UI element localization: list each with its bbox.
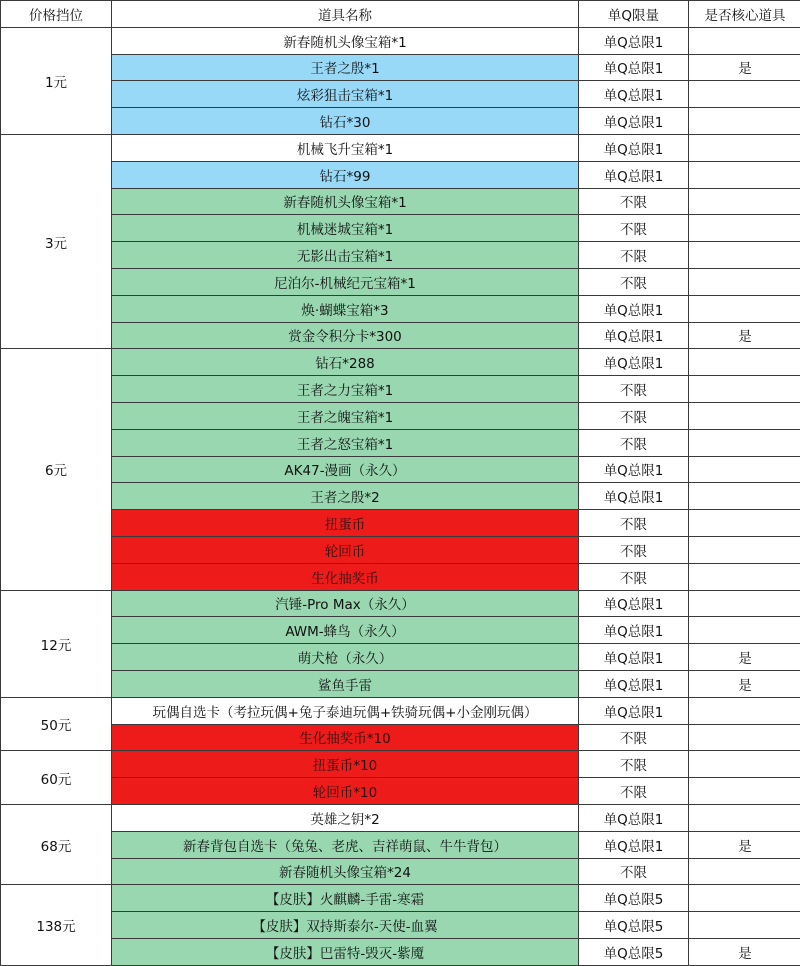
price-tier-cell: 3元 [1, 134, 112, 348]
price-tier-cell: 1元 [1, 27, 112, 134]
limit-cell: 不限 [579, 536, 689, 563]
item-name-cell: 扭蛋币 [112, 510, 579, 537]
item-name-cell: 扭蛋币*10 [112, 751, 579, 778]
item-name-cell: 炫彩狙击宝箱*1 [112, 81, 579, 108]
table-row [1, 81, 800, 108]
table-row [1, 215, 800, 242]
limit-cell: 单Q总限1 [579, 697, 689, 724]
core-item-cell: 是 [689, 644, 800, 671]
price-tier-cell: 6元 [1, 349, 112, 590]
item-name-cell: 萌犬枪（永久） [112, 644, 579, 671]
limit-cell: 单Q总限5 [579, 938, 689, 965]
limit-cell: 单Q总限1 [579, 349, 689, 376]
item-name-cell: 钻石*288 [112, 349, 579, 376]
core-item-cell [689, 536, 800, 563]
table-row [1, 617, 800, 644]
table-row [1, 804, 800, 831]
header-is-core-item: 是否核心道具 [689, 1, 800, 28]
core-item-cell [689, 108, 800, 135]
core-item-cell [689, 429, 800, 456]
item-name-cell: 新春背包自选卡（兔兔、老虎、吉祥萌鼠、牛牛背包） [112, 831, 579, 858]
core-item-cell [689, 483, 800, 510]
item-name-cell: 【皮肤】双持斯泰尔-天使-血翼 [112, 912, 579, 939]
table-row [1, 536, 800, 563]
core-item-cell [689, 858, 800, 885]
table-row [1, 402, 800, 429]
item-name-cell: 尼泊尔-机械纪元宝箱*1 [112, 268, 579, 295]
table-row [1, 751, 800, 778]
item-name-cell: 轮回币 [112, 536, 579, 563]
item-name-cell: 汽锤-Pro Max（永久） [112, 590, 579, 617]
item-name-cell: 机械飞升宝箱*1 [112, 134, 579, 161]
core-item-cell [689, 804, 800, 831]
limit-cell: 单Q总限1 [579, 644, 689, 671]
limit-cell: 不限 [579, 429, 689, 456]
table-row [1, 778, 800, 805]
item-name-cell: AK47-漫画（永久） [112, 456, 579, 483]
item-name-cell: 王者之怒宝箱*1 [112, 429, 579, 456]
item-name-cell: 【皮肤】巴雷特-毁灭-紫魇 [112, 938, 579, 965]
item-name-cell: 王者之殷*1 [112, 54, 579, 81]
table-row [1, 188, 800, 215]
limit-cell: 单Q总限1 [579, 27, 689, 54]
limit-cell: 单Q总限1 [579, 295, 689, 322]
item-name-cell: 英雄之钥*2 [112, 804, 579, 831]
limit-cell: 单Q总限1 [579, 81, 689, 108]
table-row [1, 590, 800, 617]
table-row [1, 483, 800, 510]
limit-cell: 单Q总限1 [579, 456, 689, 483]
table-row [1, 108, 800, 135]
limit-cell: 单Q总限1 [579, 617, 689, 644]
limit-cell: 不限 [579, 215, 689, 242]
core-item-cell [689, 134, 800, 161]
core-item-cell: 是 [689, 54, 800, 81]
table-body [1, 27, 800, 965]
table-row [1, 858, 800, 885]
table-row [1, 268, 800, 295]
item-name-cell: 生化抽奖币*10 [112, 724, 579, 751]
table-row [1, 938, 800, 965]
table-row [1, 161, 800, 188]
item-name-cell: 轮回币*10 [112, 778, 579, 805]
core-item-cell [689, 349, 800, 376]
core-item-cell [689, 81, 800, 108]
price-tier-cell: 50元 [1, 697, 112, 751]
core-item-cell [689, 724, 800, 751]
table-row [1, 831, 800, 858]
price-tier-cell: 68元 [1, 804, 112, 884]
table-row [1, 563, 800, 590]
price-tier-cell: 60元 [1, 751, 112, 805]
limit-cell: 单Q总限1 [579, 590, 689, 617]
limit-cell: 单Q总限5 [579, 885, 689, 912]
item-name-cell: 机械迷城宝箱*1 [112, 215, 579, 242]
limit-cell: 不限 [579, 242, 689, 269]
item-name-cell: 王者之殷*2 [112, 483, 579, 510]
limit-cell: 单Q总限1 [579, 134, 689, 161]
core-item-cell [689, 751, 800, 778]
item-name-cell: 新春随机头像宝箱*1 [112, 27, 579, 54]
header-item-name: 道具名称 [112, 1, 579, 28]
item-name-cell: 钻石*30 [112, 108, 579, 135]
item-name-cell: 赏金令积分卡*300 [112, 322, 579, 349]
limit-cell: 单Q总限1 [579, 483, 689, 510]
limit-cell: 不限 [579, 724, 689, 751]
core-item-cell [689, 912, 800, 939]
core-item-cell [689, 885, 800, 912]
table-row [1, 242, 800, 269]
item-name-cell: 【皮肤】火麒麟-手雷-寒霜 [112, 885, 579, 912]
table-row [1, 456, 800, 483]
core-item-cell [689, 697, 800, 724]
table-row [1, 912, 800, 939]
item-name-cell: 钻石*99 [112, 161, 579, 188]
core-item-cell [689, 295, 800, 322]
table-row [1, 670, 800, 697]
table-row [1, 429, 800, 456]
table-row [1, 54, 800, 81]
limit-cell: 不限 [579, 376, 689, 403]
header-price-tier: 价格挡位 [1, 1, 112, 28]
limit-cell: 不限 [579, 188, 689, 215]
limit-cell: 单Q总限5 [579, 912, 689, 939]
limit-cell: 单Q总限1 [579, 804, 689, 831]
table-row [1, 376, 800, 403]
core-item-cell [689, 242, 800, 269]
table-row [1, 697, 800, 724]
item-name-cell: AWM-蜂鸟（永久） [112, 617, 579, 644]
core-item-cell [689, 456, 800, 483]
core-item-cell [689, 563, 800, 590]
item-name-cell: 王者之力宝箱*1 [112, 376, 579, 403]
limit-cell: 不限 [579, 563, 689, 590]
core-item-cell [689, 510, 800, 537]
limit-cell: 单Q总限1 [579, 161, 689, 188]
limit-cell: 不限 [579, 268, 689, 295]
core-item-cell: 是 [689, 670, 800, 697]
item-name-cell: 生化抽奖币 [112, 563, 579, 590]
item-name-cell: 新春随机头像宝箱*1 [112, 188, 579, 215]
price-tier-cell: 138元 [1, 885, 112, 965]
price-tier-cell: 12元 [1, 590, 112, 697]
item-name-cell: 新春随机头像宝箱*24 [112, 858, 579, 885]
item-name-cell: 王者之魄宝箱*1 [112, 402, 579, 429]
limit-cell: 单Q总限1 [579, 108, 689, 135]
table-row [1, 724, 800, 751]
core-item-cell [689, 268, 800, 295]
core-item-cell [689, 402, 800, 429]
table-row [1, 295, 800, 322]
core-item-cell [689, 617, 800, 644]
table-row [1, 349, 800, 376]
core-item-cell [689, 778, 800, 805]
limit-cell: 不限 [579, 778, 689, 805]
item-name-cell: 焕·蝴蝶宝箱*3 [112, 295, 579, 322]
limit-cell: 单Q总限1 [579, 831, 689, 858]
table-row [1, 510, 800, 537]
limit-cell: 单Q总限1 [579, 670, 689, 697]
core-item-cell: 是 [689, 831, 800, 858]
limit-cell: 不限 [579, 402, 689, 429]
limit-cell: 不限 [579, 858, 689, 885]
core-item-cell [689, 376, 800, 403]
table-row [1, 644, 800, 671]
table-row [1, 885, 800, 912]
core-item-cell [689, 161, 800, 188]
limit-cell: 单Q总限1 [579, 54, 689, 81]
limit-cell: 单Q总限1 [579, 322, 689, 349]
core-item-cell: 是 [689, 322, 800, 349]
limit-cell: 不限 [579, 751, 689, 778]
core-item-cell: 是 [689, 938, 800, 965]
limit-cell: 不限 [579, 510, 689, 537]
core-item-cell [689, 188, 800, 215]
item-name-cell: 无影出击宝箱*1 [112, 242, 579, 269]
core-item-cell [689, 27, 800, 54]
table-row [1, 322, 800, 349]
item-name-cell: 玩偶自选卡（考拉玩偶+兔子泰迪玩偶+铁骑玩偶+小金刚玩偶） [112, 697, 579, 724]
table-row [1, 134, 800, 161]
core-item-cell [689, 215, 800, 242]
header-per-qq-limit: 单Q限量 [579, 1, 689, 28]
core-item-cell [689, 590, 800, 617]
table-row [1, 27, 800, 54]
header-row [1, 1, 800, 28]
item-name-cell: 鲨鱼手雷 [112, 670, 579, 697]
